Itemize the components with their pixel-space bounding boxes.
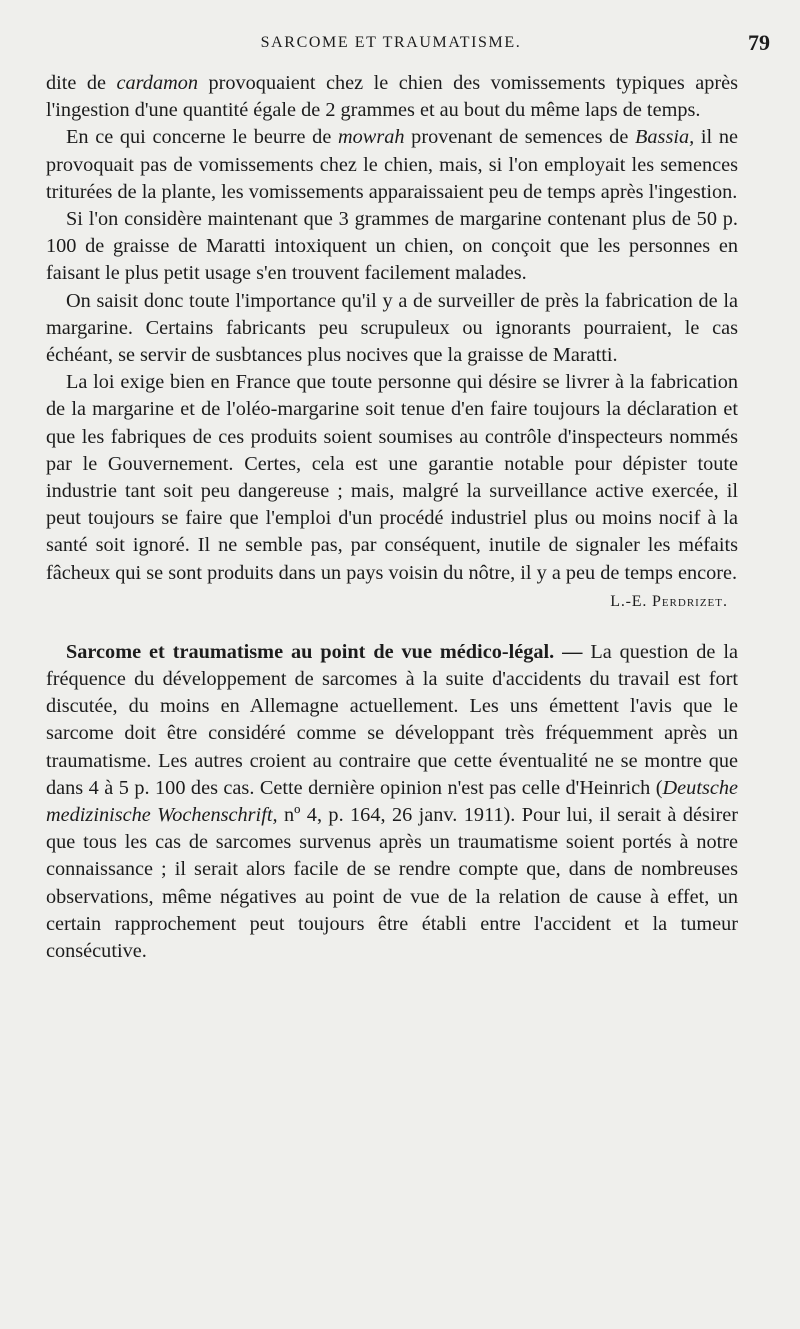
running-head (46, 30, 770, 58)
signature-initials: L.-E. (610, 592, 652, 610)
text-run: il ne provoquait pas de vomissements chez le chien, mais, si l'on employait les semences triturées de la plante, les vomissements apparaissaient peu de temps après l'ingestion. (46, 126, 738, 203)
author-signature (46, 587, 738, 617)
article-heading: Sarcome et traumatisme au point de vue médico-légal. — (66, 640, 583, 663)
paragraph-cardamon (46, 70, 738, 124)
article-paragraph (46, 639, 738, 965)
paragraph-surveillance: On saisit donc toute l'importance qu'il y a de surveiller de près la fabrication de la margarine. Certains fabricants peu scrupuleux ou ignorants pourraient, le cas échéant, se servir de susbtances plus nocives que la graisse de Maratti. (46, 289, 738, 367)
italic-term: Bassia, (635, 126, 695, 149)
text-run: dite de (46, 72, 117, 94)
paragraph-margarine-dose: Si l'on considère maintenant que 3 grammes de margarine contenant plus de 50 p. 100 de graisse de Maratti intoxiquent un chien, on conçoit que les personnes en faisant le plus petit usage s'en trouvent facilement malades. (46, 208, 738, 285)
italic-citation: Deutsche medizinische Wochenschrift, (46, 776, 738, 827)
text-run: nº 4, p. 164, 26 janv. 1911). Pour lui, il serait à désirer que tous les cas de sarcomes survenus après un traumatisme soient portés à notre connaissance ; il serait alors facile de se rendre compte que, dans de nombreuses observations, même négatives au point de vue de la relation de cause à effet, un certain rapprochement peut toujours être établi entre l'accident et la tumeur consécutive. (46, 804, 738, 963)
paragraph-mowrah (46, 124, 738, 206)
article-sarcome (46, 639, 738, 965)
signature-name: Perdrizet. (651, 592, 728, 610)
paragraph-law: La loi exige bien en France que toute personne qui désire se livrer à la fabrication de la margarine et de l'oléo-margarine soit tenue d'en faire toujours la déclaration et que les fabriques de ces produits soient soumises au contrôle d'inspecteurs nommés par le Gouvernement. Certes, cela est une garantie notable pour dépister toute industrie tant soit peu dangereuse ; mais, malgré la surveillance active exercée, il peut toujours se faire que l'emploi d'un procédé industriel plus ou moins nocif à la santé soit ignoré. Il ne semble pas, par conséquent, inutile de signaler les méfaits fâcheux qui se sont produits dans un pays voisin du nôtre, il y a peu de temps encore. (46, 371, 738, 584)
page-number: 79 (748, 30, 770, 55)
text-run: provoquaient chez le chien des vomissements typiques après l'ingestion d'une quantité égale de 2 grammes et au bout du même laps de temps. (46, 72, 738, 122)
text-run: provenant de semences de (404, 126, 636, 149)
text-run: La question de la fréquence du développement de sarcomes à la suite d'accidents du travail est fort discutée, du moins en Allemagne actuellement. Les uns émettent l'avis que le sarcome doit être considéré comme se développant très fréquemment après un traumatisme. Les autres croient au contraire que cette éventualité ne se montre que dans 4 à 5 p. 100 des cas. Cette dernière opinion n'est pas celle d'Heinrich ( (46, 640, 738, 799)
text-run: En ce qui concerne le beurre de (66, 126, 338, 149)
italic-term: cardamon (116, 72, 199, 94)
running-title: SARCOME ET TRAUMATISME. (260, 34, 522, 51)
body-text (46, 70, 738, 965)
italic-term: mowrah (338, 126, 405, 149)
